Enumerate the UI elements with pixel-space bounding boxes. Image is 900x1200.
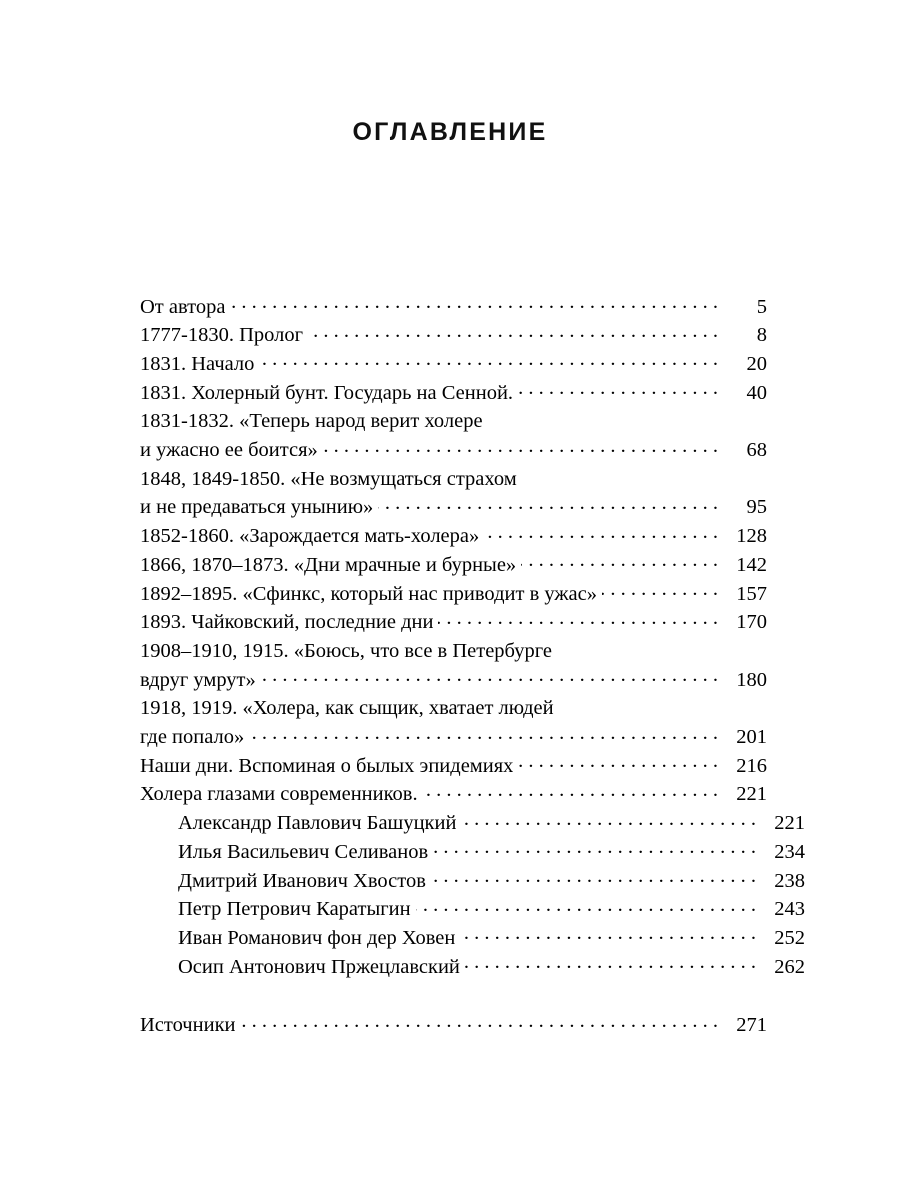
toc-entry[interactable] — [140, 923, 805, 952]
dot-leader — [460, 923, 756, 944]
toc-page-number: 252 — [774, 926, 805, 949]
toc-entry-label: где попало» — [140, 726, 245, 749]
toc-entry-label: 1831-1832. «Теперь народ верит холере — [140, 410, 483, 433]
toc-entry[interactable] — [140, 952, 805, 981]
toc-entry[interactable] — [140, 464, 767, 521]
dot-leader — [484, 522, 718, 543]
toc-page-number: 201 — [736, 726, 767, 749]
toc-entry-line — [140, 292, 767, 321]
dot-leader — [230, 292, 718, 313]
toc-entry-line — [140, 809, 805, 838]
toc-page-number: 221 — [774, 812, 805, 835]
toc-entry-label: и не предаваться унынию» — [140, 496, 374, 519]
toc-entry[interactable] — [140, 378, 767, 407]
toc-entry[interactable] — [140, 292, 767, 321]
toc-entry[interactable] — [140, 866, 805, 895]
toc-entry-line — [140, 952, 805, 981]
toc-list — [140, 292, 805, 1040]
toc-entry-label: От автора — [140, 295, 226, 318]
toc-entry-label: Наши дни. Вспоминая о былых эпидемиях — [140, 754, 514, 777]
toc-entry-line-continued — [140, 694, 767, 723]
dot-leader — [249, 723, 718, 744]
toc-page-number: 180 — [736, 668, 767, 691]
dot-leader — [308, 321, 718, 342]
toc-page-number: 142 — [736, 553, 767, 576]
toc-page-number: 262 — [774, 955, 805, 978]
toc-entry-label: вдруг умрут» — [140, 668, 256, 691]
toc-page-number: 234 — [774, 840, 805, 863]
toc-entry-line — [140, 436, 767, 465]
toc-entry-label: Александр Павлович Башуцкий — [178, 812, 457, 835]
toc-entry-label: 1777-1830. Пролог — [140, 324, 303, 347]
toc-entry[interactable] — [140, 522, 767, 551]
toc-entry-line-continued — [140, 407, 767, 436]
toc-entry[interactable] — [140, 1011, 767, 1040]
toc-entry-label: Осип Антонович Пржецлавский — [178, 955, 460, 978]
toc-page-number: 8 — [756, 324, 767, 347]
toc-entry[interactable] — [140, 694, 767, 751]
toc-page-number: 20 — [746, 352, 767, 375]
toc-entry-label: Илья Васильевич Селиванов — [178, 840, 429, 863]
toc-entry-label: Дмитрий Иванович Хвостов — [178, 869, 426, 892]
toc-page-number: 5 — [756, 295, 767, 318]
toc-entry-line — [140, 895, 805, 924]
toc-entry-label: Холера глазами современников. — [140, 783, 418, 806]
toc-entry[interactable] — [140, 636, 767, 693]
toc-entry-line — [140, 321, 767, 350]
dot-leader — [259, 349, 718, 370]
toc-entry-line — [140, 665, 767, 694]
toc-entry[interactable] — [140, 751, 767, 780]
toc-entry-label: Иван Романович фон дер Ховен — [178, 926, 456, 949]
dot-leader — [241, 1011, 719, 1032]
toc-page-number: 95 — [746, 496, 767, 519]
dot-leader — [521, 550, 718, 571]
dot-leader — [461, 809, 756, 830]
toc-entry[interactable] — [140, 407, 767, 464]
dot-leader — [323, 436, 718, 457]
toc-entry-label: 1848, 1849-1850. «Не возмущаться страхом — [140, 467, 517, 490]
dot-leader — [518, 751, 718, 772]
toc-entry[interactable] — [140, 608, 767, 637]
toc-entry[interactable] — [140, 550, 767, 579]
toc-page-number: 68 — [746, 439, 767, 462]
dot-leader — [378, 493, 718, 514]
toc-entry-line — [140, 723, 767, 752]
toc-entry-label: 1866, 1870–1873. «Дни мрачные и бурные» — [140, 553, 517, 576]
toc-page-number: 243 — [774, 898, 805, 921]
toc-entry[interactable] — [140, 321, 767, 350]
toc-entry-line — [140, 751, 767, 780]
dot-leader — [518, 378, 718, 399]
toc-entry[interactable] — [140, 780, 767, 809]
toc-entry[interactable] — [140, 895, 805, 924]
toc-page-number: 40 — [746, 381, 767, 404]
toc-page-number: 216 — [736, 754, 767, 777]
toc-entry-line — [140, 378, 767, 407]
toc-entry-line — [140, 837, 805, 866]
toc-entry-line — [140, 550, 767, 579]
toc-entry-line-continued — [140, 636, 767, 665]
toc-entry-line-continued — [140, 464, 767, 493]
toc-entry-label: 1831. Начало — [140, 352, 255, 375]
toc-entry-line — [140, 866, 805, 895]
page-title: ОГЛАВЛЕНИЕ — [352, 118, 548, 146]
toc-entry[interactable] — [140, 809, 805, 838]
toc-page-number: 157 — [736, 582, 767, 605]
toc-entry-label: 1892–1895. «Сфинкс, который нас приводит в ужас» — [140, 582, 597, 605]
toc-entry-line — [140, 1011, 767, 1040]
toc-entry-line — [140, 349, 767, 378]
toc-entry-line — [140, 579, 767, 608]
dot-leader — [431, 866, 756, 887]
toc-entry-line — [140, 780, 767, 809]
toc-entry-line — [140, 522, 767, 551]
toc-entry-label: Источники — [140, 1014, 236, 1037]
toc-entry-label: 1918, 1919. «Холера, как сыщик, хватает людей — [140, 697, 554, 720]
toc-page-number: 128 — [736, 525, 767, 548]
toc-entry-label: 1852-1860. «Зарождается мать-холера» — [140, 525, 480, 548]
toc-entry[interactable] — [140, 579, 767, 608]
dot-leader — [416, 895, 756, 916]
toc-entry-label: 1831. Холерный бунт. Государь на Сенной. — [140, 381, 514, 404]
toc-page-number: 221 — [736, 783, 767, 806]
dot-leader — [433, 837, 756, 858]
dot-leader — [465, 952, 756, 973]
toc-entry-label: 1893. Чайковский, последние дни — [140, 611, 434, 634]
toc-entry-label: Петр Петрович Каратыгин — [178, 898, 411, 921]
dot-leader — [438, 608, 718, 629]
toc-entry-line — [140, 608, 767, 637]
toc-entry-label: 1908–1910, 1915. «Боюсь, что все в Петербурге — [140, 639, 552, 662]
toc-page-number: 271 — [736, 1014, 767, 1037]
toc-page-number: 170 — [736, 611, 767, 634]
dot-leader — [261, 665, 718, 686]
toc-entry[interactable] — [140, 837, 805, 866]
toc-entry-label: и ужасно ее боится» — [140, 439, 318, 462]
toc-entry-line — [140, 923, 805, 952]
dot-leader — [423, 780, 718, 801]
toc-entry-line — [140, 493, 767, 522]
toc-entry[interactable] — [140, 349, 767, 378]
dot-leader — [602, 579, 718, 600]
toc-page-number: 238 — [774, 869, 805, 892]
